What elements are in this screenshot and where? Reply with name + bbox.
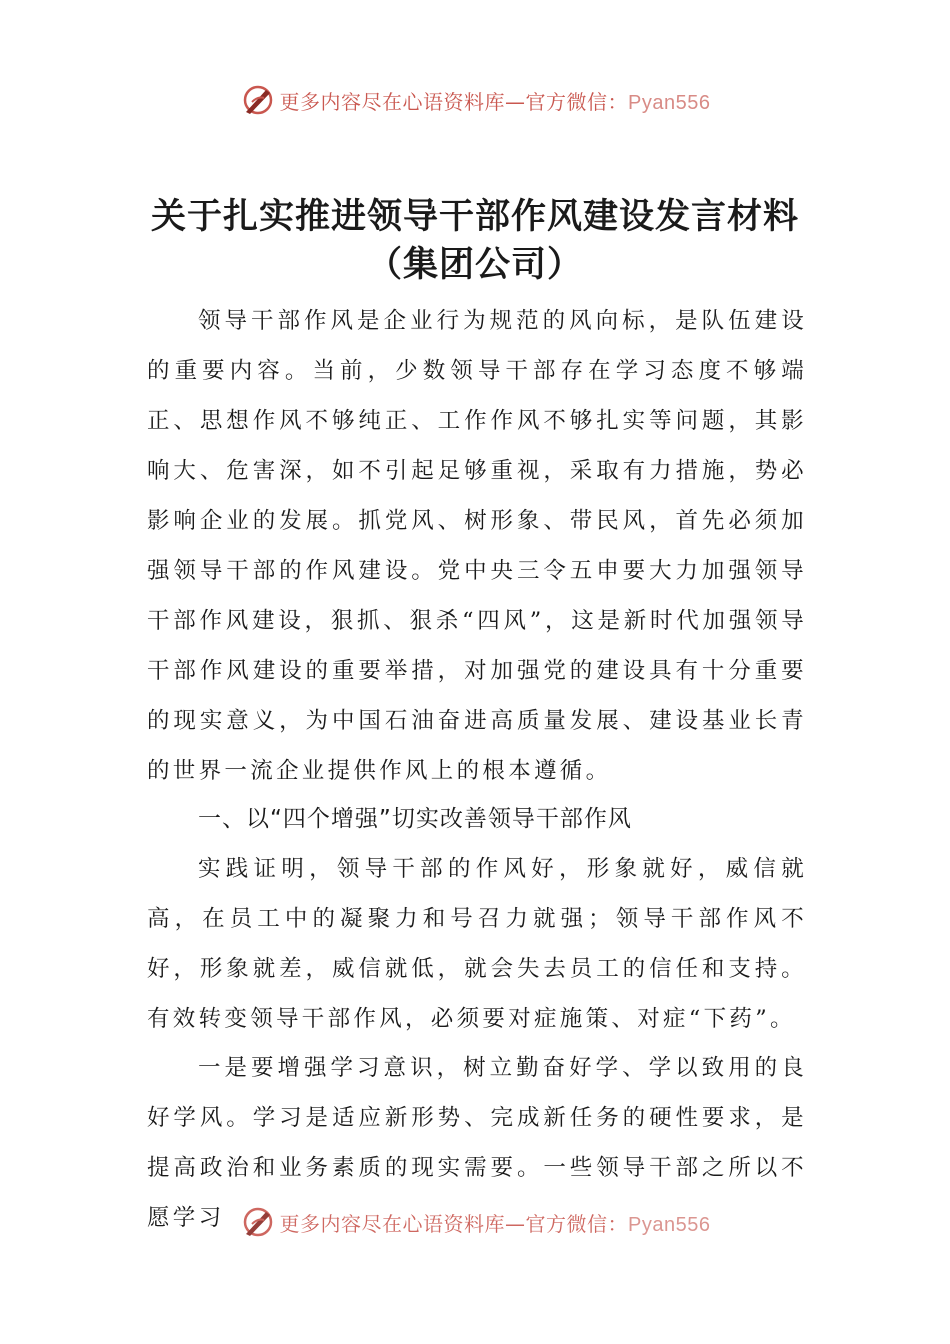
watermark-header [0,80,950,120]
pen-logo-icon [240,1204,276,1240]
watermark-footer [0,1202,950,1242]
section-heading: 一、以“四个增强”切实改善领导干部作风 [198,806,632,832]
paragraph-study: 一是要增强学习意识，树立勤奋好学、学以致用的良好学风。学习是适应新形势、完成新任务的硬性要求，是提高政治和业务素质的现实需要。一些领导干部之所以不愿学习 [147,1055,807,1231]
paragraph-intro: 领导干部作风是企业行为规范的风向标，是队伍建设的重要内容。当前，少数领导干部存在学习态度不够端正、思想作风不够纯正、工作作风不够扎实等问题，其影响大、危害深，如不引起足够重视，采取有力措施，势必影响企业的发展。抓党风、树形象、带民风，首先必须加强领导干部的作风建设。党中央三令五申要大力加强领导干部作风建设，狠抓、狠杀“四风”，这是新时代加强领导干部作风建设的重要举措，对加强党的建设具有十分重要的现实意义，为中国石油奋进高质量发展、建设基业长青的世界一流企业提供作风上的根本遵循。 [147,308,807,784]
paragraph-practice: 实践证明，领导干部的作风好，形象就好，威信就高，在员工中的凝聚力和号召力就强；领导干部作风不好，形象就差，威信就低，就会失去员工的信任和支持。有效转变领导干部作风，必须要对症施策、对症“下药”。 [147,856,807,1032]
watermark-text: 更多内容尽在心语资料库—官方微信：Pyan556 [279,1211,711,1236]
watermark-text: 更多内容尽在心语资料库—官方微信：Pyan556 [279,89,711,114]
document-title: 关于扎实推进领导干部作风建设发言材料 [150,196,799,237]
document-subtitle: （集团公司） [366,244,583,285]
pen-logo-icon [240,82,276,118]
